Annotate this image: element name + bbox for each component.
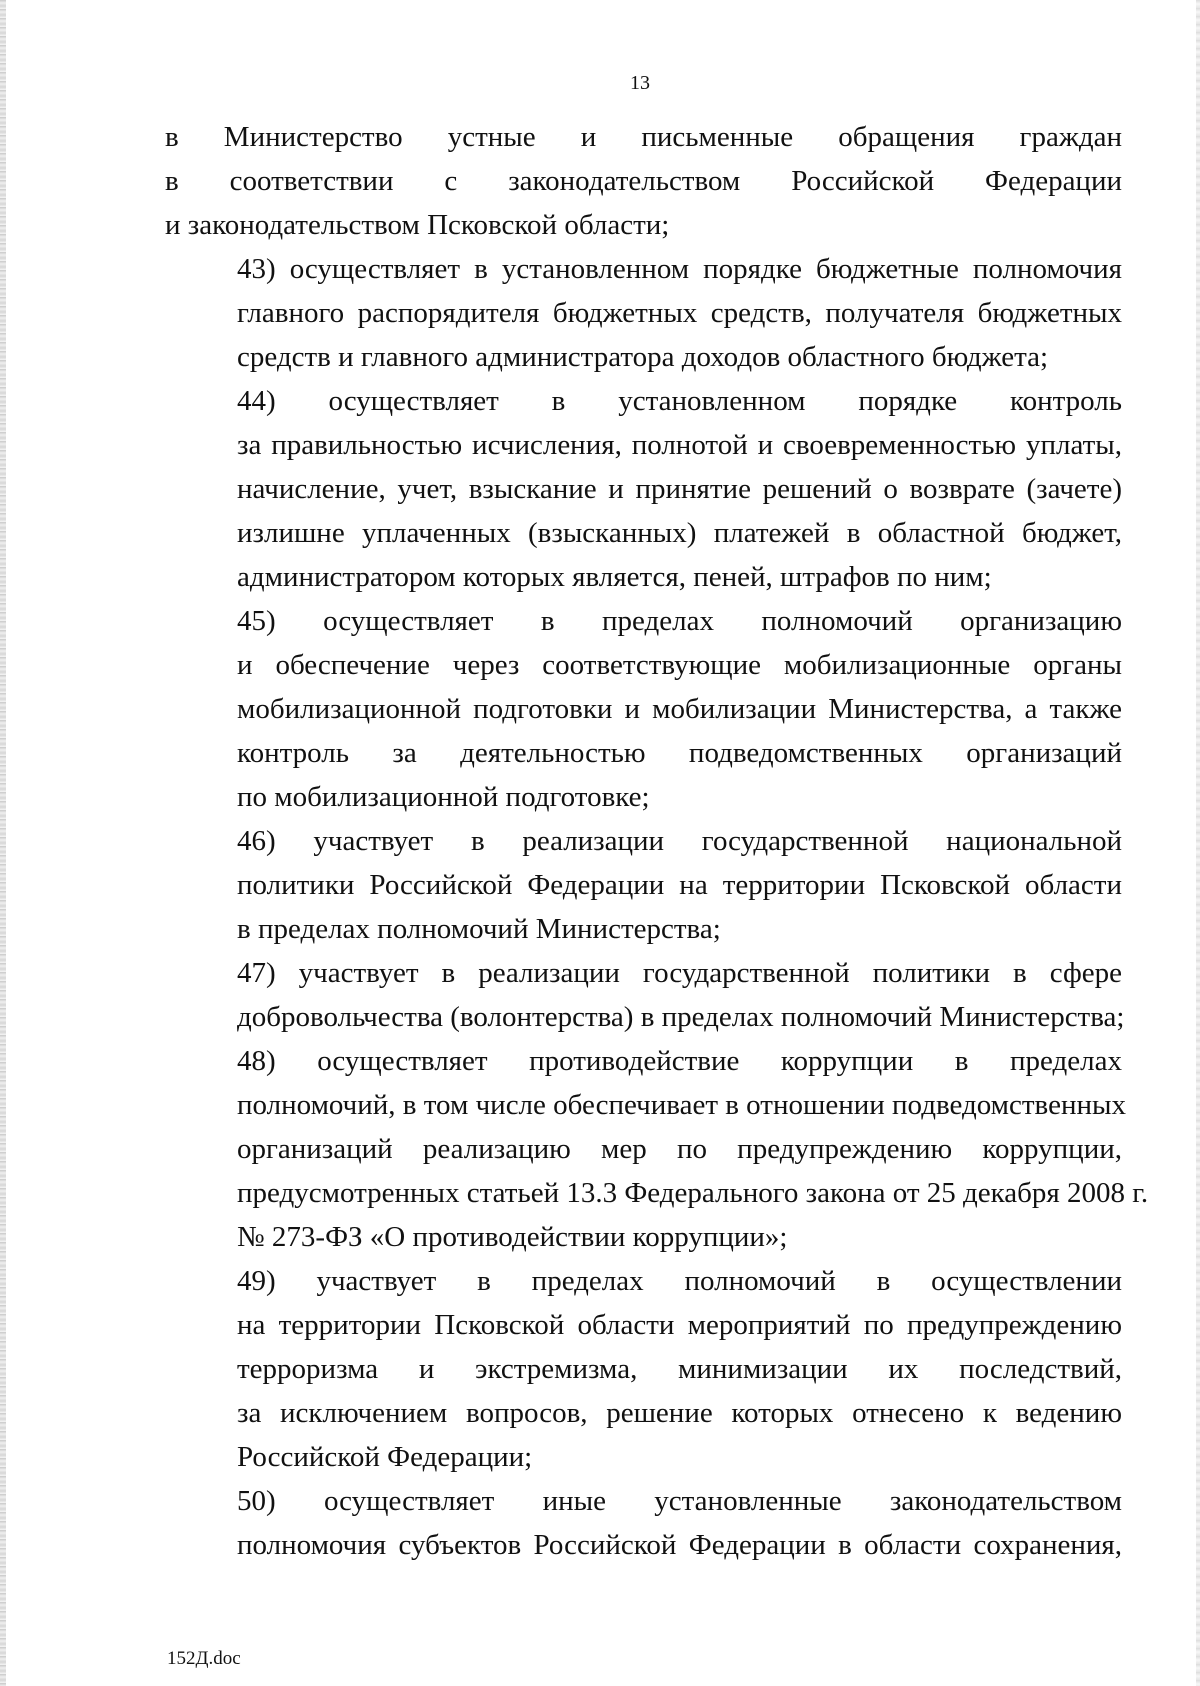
text-line: добровольчества (волонтерства) в пределах полномочий Министерства; [237, 1001, 1125, 1033]
paragraph-item-44 [165, 379, 1122, 599]
paragraph-continuation [165, 115, 1122, 247]
text-line: и законодательством Псковской области; [165, 209, 670, 241]
text-line: на территории Псковской области мероприятий по предупреждению [237, 1309, 1122, 1341]
text-line: 49) участвует в пределах полномочий в осуществлении [237, 1265, 1122, 1297]
text-line: за исключением вопросов, решение которых отнесено к ведению [237, 1397, 1122, 1429]
text-line: полномочия субъектов Российской Федерации в области сохранения, [237, 1529, 1122, 1561]
text-line: в соответствии с законодательством Российской Федерации [165, 165, 1122, 197]
text-line: полномочий, в том числе обеспечивает в отношении подведомственных [237, 1089, 1126, 1121]
paragraph-item-48 [165, 1039, 1149, 1259]
text-line: предусмотренных статьей 13.3 Федерального закона от 25 декабря 2008 г. [237, 1177, 1149, 1209]
text-line: терроризма и экстремизма, минимизации их последствий, [237, 1353, 1122, 1385]
footer-filename: 152Д.doc [167, 1648, 241, 1669]
text-line: в пределах полномочий Министерства; [237, 913, 721, 945]
text-line: 47) участвует в реализации государственной политики в сфере [237, 957, 1122, 989]
text-line: 45) осуществляет в пределах полномочий организацию [237, 605, 1122, 637]
scan-left-edge [0, 0, 6, 1686]
paragraph-item-50 [165, 1479, 1122, 1567]
text-line: по мобилизационной подготовке; [237, 781, 650, 813]
text-line: в Министерство устные и письменные обращения граждан [165, 121, 1122, 153]
text-line: за правильностью исчисления, полнотой и своевременностью уплаты, [237, 429, 1122, 461]
text-line: политики Российской Федерации на территории Псковской области [237, 869, 1122, 901]
text-line: мобилизационной подготовки и мобилизации Министерства, а также [237, 693, 1122, 725]
text-line: администратором которых является, пеней, штрафов по ним; [237, 561, 992, 593]
paragraph-item-46 [165, 819, 1122, 951]
paragraph-item-43 [165, 247, 1122, 379]
text-line: 48) осуществляет противодействие коррупции в пределах [237, 1045, 1122, 1077]
text-line: 46) участвует в реализации государственной национальной [237, 825, 1122, 857]
text-line: Российской Федерации; [237, 1441, 533, 1473]
text-line: № 273-ФЗ «О противодействии коррупции»; [237, 1221, 788, 1253]
text-line: и обеспечение через соответствующие мобилизационные органы [237, 649, 1122, 681]
paragraph-item-49 [165, 1259, 1122, 1479]
text-line: начисление, учет, взыскание и принятие решений о возврате (зачете) [237, 473, 1122, 505]
page-number: 13 [630, 72, 650, 94]
text-line: 43) осуществляет в установленном порядке бюджетные полномочия [237, 253, 1122, 285]
paragraph-item-45 [165, 599, 1122, 819]
text-line: организаций реализацию мер по предупреждению коррупции, [237, 1133, 1122, 1165]
scan-right-edge [1196, 0, 1200, 1686]
paragraph-item-47 [165, 951, 1125, 1039]
text-line: средств и главного администратора доходов областного бюджета; [237, 341, 1049, 373]
text-line: излишне уплаченных (взысканных) платежей в областной бюджет, [237, 517, 1122, 549]
text-line: главного распорядителя бюджетных средств, получателя бюджетных [237, 297, 1122, 329]
text-line: 44) осуществляет в установленном порядке контроль [237, 385, 1122, 417]
text-line: 50) осуществляет иные установленные законодательством [237, 1485, 1122, 1517]
document-body [165, 115, 1149, 1567]
text-line: контроль за деятельностью подведомственных организаций [237, 737, 1122, 769]
